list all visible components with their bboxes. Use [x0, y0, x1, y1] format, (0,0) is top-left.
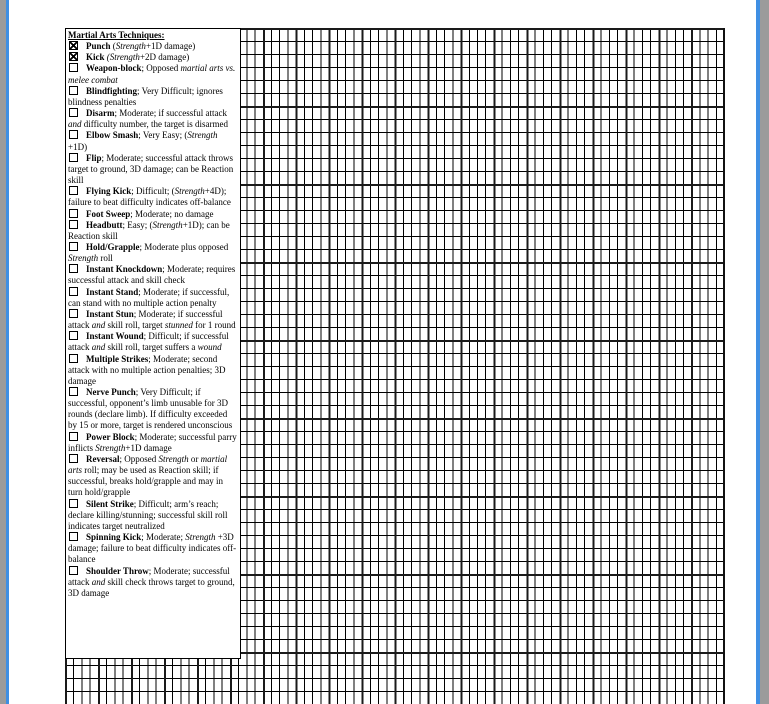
- text-segment: Kick: [86, 52, 105, 63]
- technique-item: [68, 209, 238, 220]
- text-segment: ; Moderate; if successful attack: [68, 308, 223, 331]
- text-segment: Flip: [86, 152, 102, 163]
- text-segment: Spinning Kick: [86, 532, 142, 543]
- technique-item: [68, 309, 238, 331]
- text-segment: (: [104, 52, 110, 63]
- text-segment: ; Difficult; arm’s reach; declare killing/stunning; successful skill roll indicates target neutralized: [68, 498, 228, 531]
- technique-item: [68, 63, 238, 85]
- text-segment: ; Moderate;: [141, 532, 186, 543]
- unchecked-checkbox-icon[interactable]: [69, 309, 78, 318]
- text-segment: ; Opposed: [141, 63, 181, 74]
- text-segment: Strength: [115, 41, 146, 52]
- text-segment: ; Opposed: [119, 453, 159, 464]
- text-segment: Punch: [86, 41, 111, 52]
- unchecked-checkbox-icon[interactable]: [69, 331, 78, 340]
- text-segment: ; Very Easy; (: [138, 130, 188, 141]
- text-segment: +1D damage: [125, 442, 172, 453]
- technique-item: [68, 130, 238, 152]
- text-segment: Strength: [174, 186, 205, 197]
- text-segment: Nerve Punch: [86, 387, 136, 397]
- text-segment: Flying Kick: [86, 186, 132, 197]
- text-segment: and: [91, 320, 106, 331]
- text-segment: Strength: [95, 442, 126, 453]
- page-border-blue-left: [6, 0, 9, 704]
- text-segment: Reversal: [86, 453, 120, 464]
- text-segment: Hold/Grapple: [86, 241, 140, 252]
- unchecked-checkbox-icon[interactable]: [69, 130, 78, 139]
- technique-item: [68, 287, 238, 309]
- text-segment: ; Very Difficult; if successful, opponent’s limb unusable for 3D rounds (declare limb). If difficulty exceeded by 15 or more, target is rendered unconscious: [68, 387, 233, 431]
- text-segment: Instant Stand: [86, 286, 139, 297]
- text-segment: ; Easy; (: [122, 219, 153, 230]
- text-segment: Instant Stun: [86, 308, 134, 319]
- text-segment: +4D); failure to beat difficulty indicates off-balance: [68, 186, 231, 208]
- text-segment: or: [188, 453, 201, 464]
- unchecked-checkbox-icon[interactable]: [69, 86, 78, 95]
- text-segment: +1D); can be Reaction skill: [68, 219, 230, 241]
- unchecked-checkbox-icon[interactable]: [69, 566, 78, 575]
- text-segment: Headbutt: [86, 219, 123, 230]
- text-segment: ; Moderate; successful parry inflicts: [68, 431, 237, 453]
- text-segment: ; Moderate; requires successful attack and skill check: [68, 264, 236, 286]
- text-segment: ; Moderate plus opposed: [139, 241, 229, 252]
- text-segment: martial arts vs. melee combat: [68, 63, 236, 85]
- text-segment: ; Moderate; if successful, can stand with no multiple action penalty: [68, 286, 230, 308]
- text-segment: ; Moderate; successful attack throws target to ground, 3D damage; can be Reaction skill: [68, 152, 234, 186]
- unchecked-checkbox-icon[interactable]: [69, 220, 78, 229]
- unchecked-checkbox-icon[interactable]: [69, 387, 78, 396]
- technique-item: [68, 331, 238, 353]
- text-segment: Strength: [152, 219, 183, 230]
- unchecked-checkbox-icon[interactable]: [69, 108, 78, 117]
- text-segment: Elbow Smash: [86, 130, 139, 141]
- text-segment: ; Difficult; if successful attack: [68, 331, 229, 353]
- unchecked-checkbox-icon[interactable]: [69, 209, 78, 218]
- text-segment: and: [91, 342, 106, 353]
- text-segment: Instant Knockdown: [86, 264, 163, 275]
- unchecked-checkbox-icon[interactable]: [69, 454, 78, 463]
- unchecked-checkbox-icon[interactable]: [69, 242, 78, 251]
- technique-item: [68, 532, 238, 565]
- unchecked-checkbox-icon[interactable]: [69, 186, 78, 195]
- text-segment: Disarm: [86, 108, 115, 119]
- text-segment: ; Difficult; (: [131, 186, 175, 197]
- technique-item: [68, 186, 238, 208]
- text-segment: and: [68, 119, 82, 130]
- text-segment: ; Very Difficult; ignores blindness penalties: [68, 85, 223, 107]
- technique-item: [68, 566, 238, 599]
- unchecked-checkbox-icon[interactable]: [69, 63, 78, 72]
- text-segment: Multiple Strikes: [86, 353, 149, 364]
- technique-item: [68, 220, 238, 242]
- text-segment: Strength: [187, 130, 218, 141]
- unchecked-checkbox-icon[interactable]: [69, 432, 78, 441]
- text-segment: Blindfighting: [86, 85, 138, 96]
- text-segment: stunned: [164, 320, 193, 331]
- technique-item: [68, 153, 238, 186]
- text-segment: ; Moderate; second attack with no multiple action penalties; 3D damage: [68, 353, 226, 386]
- unchecked-checkbox-icon[interactable]: [69, 354, 78, 363]
- technique-item: [68, 86, 238, 108]
- text-segment: Strength: [158, 453, 189, 464]
- technique-item: [68, 52, 238, 63]
- text-segment: and: [91, 576, 106, 587]
- technique-item: [68, 41, 238, 52]
- checked-checkbox-icon[interactable]: [69, 52, 78, 61]
- section-heading: Martial Arts Techniques:: [68, 30, 165, 40]
- technique-item: [68, 354, 238, 387]
- text-segment: Shoulder Throw: [86, 565, 149, 576]
- text-segment: roll; may be used as Reaction skill; if successful, breaks hold/grapple and may in turn hold/grapple: [68, 465, 223, 498]
- checked-checkbox-icon[interactable]: [69, 41, 78, 50]
- text-segment: (: [110, 41, 116, 52]
- technique-list: [68, 41, 238, 599]
- text-segment: skill roll, target suffers a: [105, 342, 198, 353]
- unchecked-checkbox-icon[interactable]: [69, 499, 78, 508]
- text-segment: Strength: [68, 253, 99, 264]
- text-segment: skill roll, target: [105, 320, 165, 331]
- text-segment: for 1 round: [192, 320, 236, 331]
- text-segment: Silent Strike: [86, 498, 134, 509]
- text-segment: Power Block: [86, 431, 135, 442]
- text-segment: Strength: [109, 52, 140, 63]
- technique-item: [68, 499, 238, 532]
- text-segment: wound: [197, 342, 222, 353]
- window-edge-gray-right: [760, 0, 769, 704]
- technique-item: [68, 387, 238, 432]
- text-segment: martial arts: [68, 453, 228, 476]
- text-segment: ; Moderate; if successful attack: [114, 108, 227, 119]
- text-segment: +3D damage; failure to beat difficulty indicates off-balance: [68, 532, 237, 565]
- text-segment: roll: [98, 253, 113, 264]
- unchecked-checkbox-icon[interactable]: [69, 532, 78, 541]
- text-segment: +1D damage): [145, 41, 196, 52]
- technique-item: [68, 454, 238, 499]
- unchecked-checkbox-icon[interactable]: [69, 153, 78, 162]
- text-segment: Foot Sweep: [86, 208, 131, 219]
- text-segment: ; Moderate; successful attack: [68, 565, 230, 587]
- text-segment: Weapon-block: [86, 63, 142, 74]
- unchecked-checkbox-icon[interactable]: [69, 287, 78, 296]
- technique-item: [68, 432, 238, 454]
- technique-item: [68, 108, 238, 130]
- technique-item: [68, 264, 238, 286]
- text-segment: Strength: [185, 532, 216, 543]
- text-segment: skill check throws target to ground, 3D damage: [68, 576, 235, 598]
- text-segment: +2D damage): [139, 52, 190, 63]
- unchecked-checkbox-icon[interactable]: [69, 264, 78, 273]
- text-segment: +1D): [68, 141, 88, 152]
- text-segment: ; Moderate; no damage: [130, 208, 214, 219]
- technique-item: [68, 242, 238, 264]
- text-segment: Instant Wound: [86, 331, 144, 342]
- text-segment: difficulty number, the target is disarmed: [81, 119, 229, 130]
- martial-arts-techniques-box: [65, 28, 241, 659]
